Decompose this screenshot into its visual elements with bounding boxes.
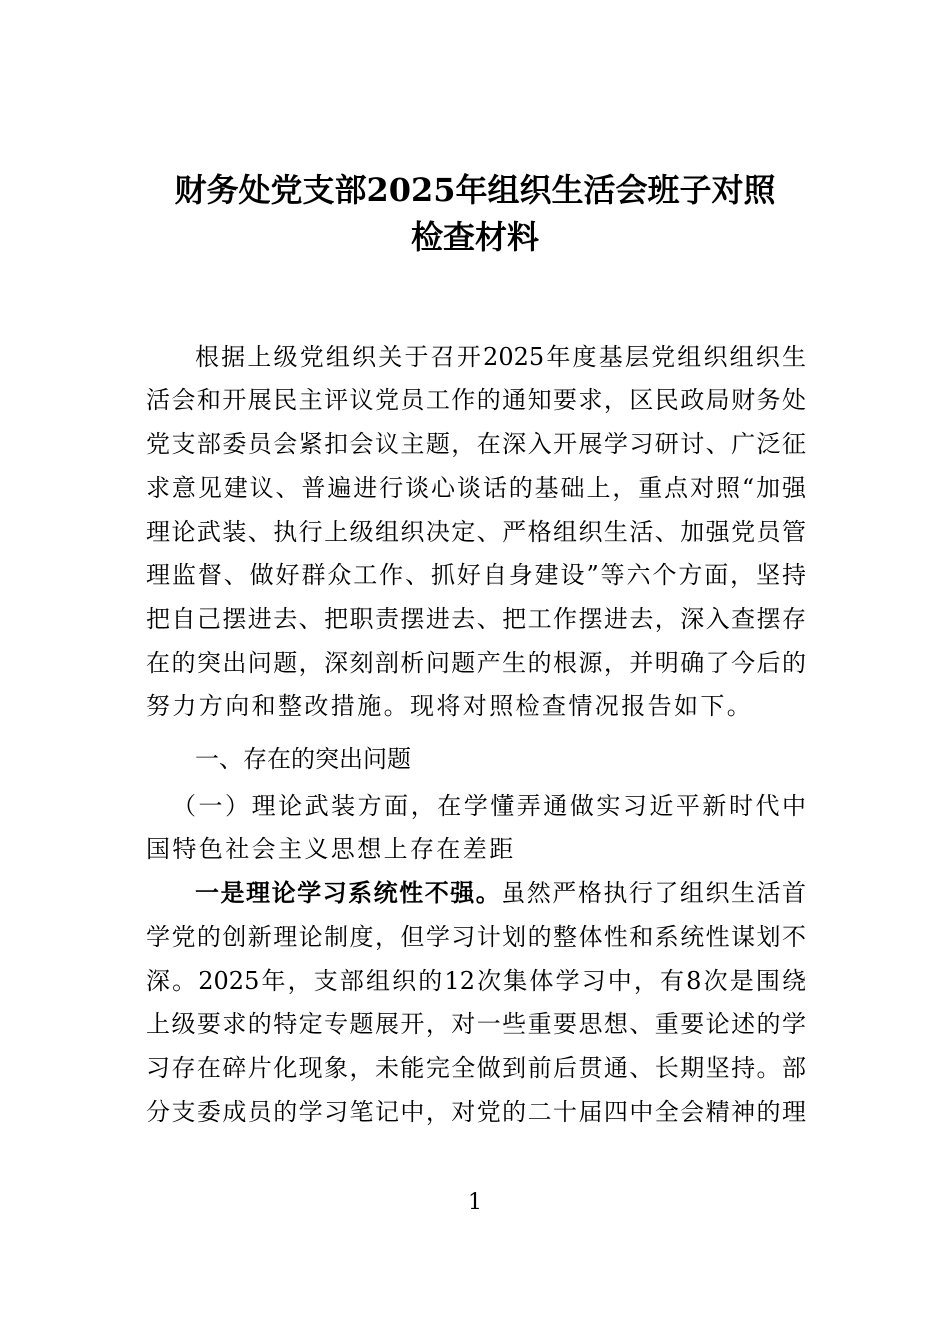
intro-line: 党支部委员会紧扣会议主题，在深入开展学习研讨、广泛征 bbox=[146, 430, 806, 458]
intro-line: 把自己摆进去、把职责摆进去、把工作摆进去，深入查摆存 bbox=[146, 605, 806, 633]
point-bold-lead: 一是理论学习系统性不强。 bbox=[195, 878, 502, 907]
section-heading: 一、存在的突出问题 bbox=[195, 745, 411, 773]
point-line: 分支委成员的学习笔记中，对党的二十届四中全会精神的理 bbox=[146, 1098, 806, 1126]
doc-title-line-1: 财务处党支部2025年组织生活会班子对照 bbox=[174, 171, 776, 209]
doc-title-line-2: 检查材料 bbox=[410, 218, 539, 256]
subheading-line: 国特色社会主义思想上存在差距 bbox=[146, 835, 516, 863]
subheading-line: （一）理论武装方面，在学懂弄通做实习近平新时代中 bbox=[172, 792, 806, 820]
page-number: 1 bbox=[468, 1190, 482, 1215]
intro-line: 在的突出问题，深刻剖析问题产生的根源，并明确了今后的 bbox=[146, 649, 806, 677]
point-text: 虽然严格执行了组织生活首 bbox=[501, 879, 807, 907]
point-line: 习存在碎片化现象，未能完全做到前后贯通、长期坚持。部 bbox=[146, 1054, 806, 1082]
intro-line: 努力方向和整改措施。现将对照检查情况报告如下。 bbox=[146, 692, 754, 720]
intro-line: 求意见建议、普遍进行谈心谈话的基础上，重点对照“加强 bbox=[146, 474, 806, 502]
point-line: 深。2025年，支部组织的12次集体学习中，有8次是围绕 bbox=[146, 967, 806, 995]
intro-line: 理论武装、执行上级组织决定、严格组织生活、加强党员管 bbox=[146, 518, 806, 546]
point-line bbox=[195, 878, 806, 908]
point-line: 学党的创新理论制度，但学习计划的整体性和系统性谋划不 bbox=[146, 923, 806, 951]
intro-line: 活会和开展民主评议党员工作的通知要求，区民政局财务处 bbox=[146, 386, 806, 414]
intro-line: 根据上级党组织关于召开2025年度基层党组织组织生 bbox=[195, 343, 806, 371]
intro-line: 理监督、做好群众工作、抓好自身建设”等六个方面，坚持 bbox=[146, 561, 806, 589]
point-line: 上级要求的特定专题展开，对一些重要思想、重要论述的学 bbox=[146, 1010, 806, 1038]
